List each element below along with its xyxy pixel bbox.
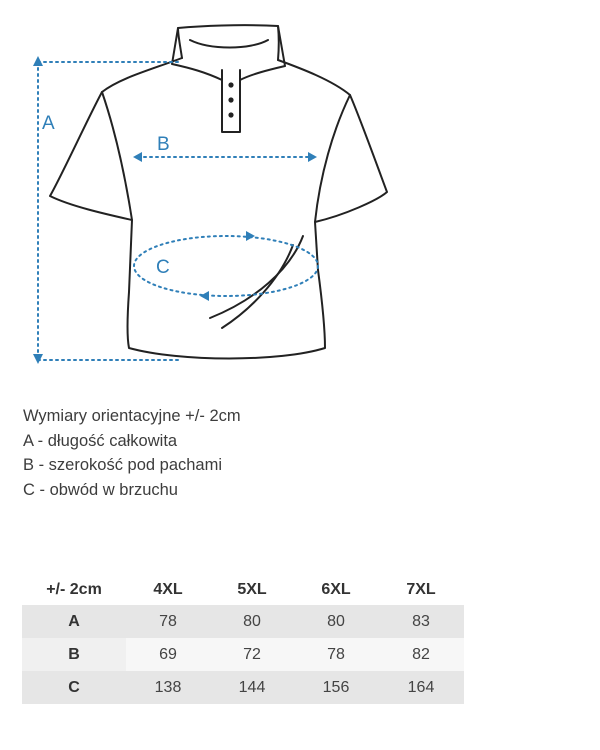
size-header-4xl: 4XL xyxy=(153,581,183,598)
row-label-b: B xyxy=(22,638,126,671)
table-row-b xyxy=(22,638,464,671)
measure-a-arrow-bottom xyxy=(33,354,43,364)
table-cell: 80 xyxy=(243,612,261,630)
size-header-6xl: 6XL xyxy=(321,581,351,598)
table-cell: 69 xyxy=(126,638,210,671)
table-cell: 78 xyxy=(294,638,378,671)
table-cell: 156 xyxy=(322,678,350,696)
legend-item-b: B - szerokość pod pachami xyxy=(23,456,223,474)
table-cell: 82 xyxy=(378,638,464,671)
table-row-c xyxy=(22,671,464,704)
row-label-a: A xyxy=(68,612,80,630)
size-header-5xl: 5XL xyxy=(237,581,267,598)
legend-title: Wymiary orientacyjne +/- 2cm xyxy=(23,407,241,425)
label-b: B xyxy=(157,134,170,155)
table-cell: 138 xyxy=(154,678,182,696)
measure-c-arrow-top xyxy=(246,231,255,241)
table-cell: 80 xyxy=(327,612,345,630)
size-table xyxy=(22,575,464,704)
measurement-legend xyxy=(23,404,241,502)
row-label-c: C xyxy=(68,678,80,696)
measure-a-line xyxy=(38,62,182,360)
table-cell: 144 xyxy=(238,678,266,696)
measure-b-arrow-left xyxy=(133,152,142,162)
legend-item-c: C - obwód w brzuchu xyxy=(23,480,178,499)
label-a: A xyxy=(42,113,55,134)
polo-shirt-outline xyxy=(50,25,387,358)
size-table-header-row xyxy=(22,575,464,605)
table-cell: 164 xyxy=(407,678,435,696)
measure-c-arrow-bottom xyxy=(200,291,209,301)
table-row-a xyxy=(22,605,464,638)
table-cell: 72 xyxy=(210,638,294,671)
measure-b-arrow-right xyxy=(308,152,317,162)
table-cell: 78 xyxy=(159,612,177,630)
size-header-7xl: 7XL xyxy=(406,581,436,598)
button-dots xyxy=(228,82,233,117)
measure-a-arrow-top xyxy=(33,56,43,66)
legend-item-a: A - długość całkowita xyxy=(23,431,178,450)
tolerance-header: +/- 2cm xyxy=(46,581,102,598)
table-cell: 83 xyxy=(412,612,430,630)
label-c: C xyxy=(156,257,170,278)
